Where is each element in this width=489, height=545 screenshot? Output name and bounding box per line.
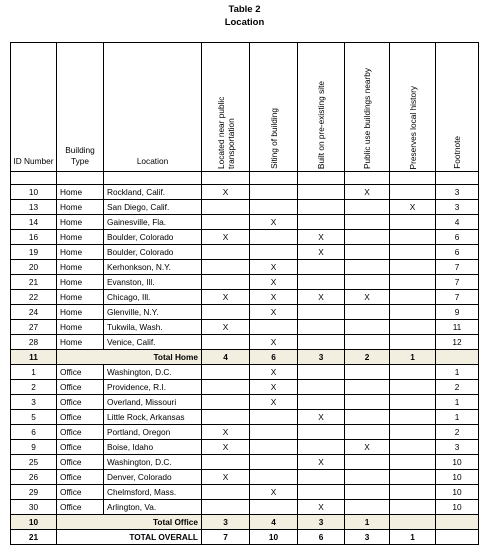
cell-footnote: 11 bbox=[436, 320, 479, 335]
cell-public-transportation: X bbox=[202, 425, 250, 440]
cell-id: 21 bbox=[11, 530, 57, 545]
cell-public-use-buildings bbox=[345, 230, 390, 245]
cell-location: Boulder, Colorado bbox=[104, 230, 202, 245]
cell-id: 27 bbox=[11, 320, 57, 335]
cell-pre-existing-site: 3 bbox=[298, 350, 345, 365]
cell-footnote: 7 bbox=[436, 290, 479, 305]
cell-id: 6 bbox=[11, 425, 57, 440]
cell-location: Rockland, Calif. bbox=[104, 185, 202, 200]
cell-siting bbox=[250, 185, 298, 200]
cell-public-transportation: 3 bbox=[202, 515, 250, 530]
cell-public-use-buildings bbox=[345, 410, 390, 425]
cell-siting bbox=[250, 470, 298, 485]
cell-siting: X bbox=[250, 335, 298, 350]
cell-public-transportation bbox=[202, 245, 250, 260]
cell-footnote: 7 bbox=[436, 275, 479, 290]
cell-building-type: Home bbox=[57, 185, 104, 200]
cell-building-type: Office bbox=[57, 470, 104, 485]
cell-footnote: 1 bbox=[436, 410, 479, 425]
cell-siting bbox=[250, 410, 298, 425]
cell-public-use-buildings: X bbox=[345, 290, 390, 305]
table-title: Table 2 bbox=[228, 4, 261, 15]
cell-pre-existing-site bbox=[298, 485, 345, 500]
cell-id: 29 bbox=[11, 485, 57, 500]
table-row bbox=[11, 200, 479, 215]
cell-siting: X bbox=[250, 380, 298, 395]
cell-siting bbox=[250, 320, 298, 335]
cell-location: Chicago, Ill. bbox=[104, 290, 202, 305]
cell-id: 11 bbox=[11, 350, 57, 365]
header-row bbox=[11, 43, 479, 172]
header-footnote: Footnote bbox=[436, 43, 479, 172]
cell-public-transportation: 4 bbox=[202, 350, 250, 365]
table-row bbox=[11, 500, 479, 515]
cell-id: 1 bbox=[11, 365, 57, 380]
cell-local-history: 1 bbox=[390, 350, 436, 365]
cell-public-transportation: X bbox=[202, 290, 250, 305]
cell-local-history bbox=[390, 470, 436, 485]
cell-building-type: Home bbox=[57, 230, 104, 245]
cell-building-type: Home bbox=[57, 305, 104, 320]
cell-public-use-buildings: 3 bbox=[345, 530, 390, 545]
cell-footnote: 7 bbox=[436, 260, 479, 275]
cell-local-history bbox=[390, 320, 436, 335]
cell-siting: X bbox=[250, 215, 298, 230]
cell-public-transportation bbox=[202, 395, 250, 410]
cell-pre-existing-site: X bbox=[298, 500, 345, 515]
cell-pre-existing-site: X bbox=[298, 230, 345, 245]
cell-footnote: 6 bbox=[436, 230, 479, 245]
cell-public-transportation: X bbox=[202, 320, 250, 335]
header-location: Location bbox=[104, 43, 202, 172]
cell-location: Gainesville, Fla. bbox=[104, 215, 202, 230]
cell-location: Washington, D.C. bbox=[104, 365, 202, 380]
cell-building-type: Office bbox=[57, 455, 104, 470]
table-row bbox=[11, 185, 479, 200]
cell-siting: X bbox=[250, 290, 298, 305]
cell-footnote: 6 bbox=[436, 245, 479, 260]
table-row bbox=[11, 215, 479, 230]
table-subtitle: Location bbox=[224, 17, 265, 28]
cell-siting: X bbox=[250, 485, 298, 500]
cell-siting bbox=[250, 200, 298, 215]
cell-footnote: 10 bbox=[436, 500, 479, 515]
cell-location: Evanston, Ill. bbox=[104, 275, 202, 290]
cell-building-type: Office bbox=[57, 485, 104, 500]
cell-public-use-buildings: X bbox=[345, 440, 390, 455]
cell-id: 3 bbox=[11, 395, 57, 410]
cell-id: 5 bbox=[11, 410, 57, 425]
cell-building-type: Office bbox=[57, 440, 104, 455]
cell-building-type: Office bbox=[57, 500, 104, 515]
cell-siting bbox=[250, 245, 298, 260]
cell-local-history bbox=[390, 455, 436, 470]
table-row bbox=[11, 245, 479, 260]
cell-id: 20 bbox=[11, 260, 57, 275]
subtotal-row bbox=[11, 350, 479, 365]
cell-location: Portland, Oregon bbox=[104, 425, 202, 440]
cell-siting: X bbox=[250, 365, 298, 380]
cell-pre-existing-site bbox=[298, 320, 345, 335]
cell-public-transportation bbox=[202, 305, 250, 320]
cell-public-transportation bbox=[202, 200, 250, 215]
cell-id: 14 bbox=[11, 215, 57, 230]
cell-footnote: 2 bbox=[436, 380, 479, 395]
cell-location: Overland, Missouri bbox=[104, 395, 202, 410]
cell-public-use-buildings: 2 bbox=[345, 350, 390, 365]
cell-location: Providence, R.I. bbox=[104, 380, 202, 395]
table-body bbox=[11, 172, 479, 545]
cell-footnote: 9 bbox=[436, 305, 479, 320]
subtotal-row bbox=[11, 515, 479, 530]
cell-public-transportation bbox=[202, 215, 250, 230]
cell-siting: 10 bbox=[250, 530, 298, 545]
table-row bbox=[11, 380, 479, 395]
cell-footnote: 10 bbox=[436, 485, 479, 500]
cell-public-use-buildings bbox=[345, 200, 390, 215]
cell-building-type: Home bbox=[57, 260, 104, 275]
cell-building-type: Office bbox=[57, 395, 104, 410]
table-row bbox=[11, 470, 479, 485]
cell-local-history bbox=[390, 230, 436, 245]
cell-local-history bbox=[390, 515, 436, 530]
cell-id: 22 bbox=[11, 290, 57, 305]
cell-public-transportation bbox=[202, 500, 250, 515]
cell-public-transportation bbox=[202, 260, 250, 275]
cell-siting bbox=[250, 455, 298, 470]
cell-pre-existing-site: X bbox=[298, 455, 345, 470]
cell-local-history bbox=[390, 185, 436, 200]
cell-local-history bbox=[390, 395, 436, 410]
cell-building-type: Office bbox=[57, 365, 104, 380]
cell-location: Glenville, N.Y. bbox=[104, 305, 202, 320]
cell-id: 10 bbox=[11, 515, 57, 530]
cell-pre-existing-site bbox=[298, 380, 345, 395]
cell-siting bbox=[250, 230, 298, 245]
cell-siting bbox=[250, 440, 298, 455]
cell-id: 16 bbox=[11, 230, 57, 245]
table-row bbox=[11, 425, 479, 440]
cell-id: 25 bbox=[11, 455, 57, 470]
header-public-use-buildings: Public use buildings nearby bbox=[345, 43, 390, 172]
cell-footnote: 10 bbox=[436, 470, 479, 485]
cell-building-type: Home bbox=[57, 335, 104, 350]
cell-public-use-buildings bbox=[345, 455, 390, 470]
cell-pre-existing-site bbox=[298, 200, 345, 215]
cell-public-transportation: 7 bbox=[202, 530, 250, 545]
cell-id: 13 bbox=[11, 200, 57, 215]
cell-public-use-buildings bbox=[345, 320, 390, 335]
cell-siting: X bbox=[250, 260, 298, 275]
cell-pre-existing-site: X bbox=[298, 410, 345, 425]
cell-public-use-buildings bbox=[345, 425, 390, 440]
cell-id: 30 bbox=[11, 500, 57, 515]
cell-total-label: TOTAL OVERALL bbox=[57, 530, 202, 545]
cell-pre-existing-site bbox=[298, 335, 345, 350]
cell-building-type: Office bbox=[57, 380, 104, 395]
cell-footnote bbox=[436, 515, 479, 530]
cell-location: Little Rock, Arkansas bbox=[104, 410, 202, 425]
table-row bbox=[11, 485, 479, 500]
cell-siting: X bbox=[250, 305, 298, 320]
cell-id: 26 bbox=[11, 470, 57, 485]
cell-public-transportation: X bbox=[202, 470, 250, 485]
cell-location: Tukwila, Wash. bbox=[104, 320, 202, 335]
cell-pre-existing-site bbox=[298, 440, 345, 455]
cell-local-history bbox=[390, 365, 436, 380]
location-table bbox=[10, 42, 479, 545]
cell-public-use-buildings bbox=[345, 215, 390, 230]
cell-id: 21 bbox=[11, 275, 57, 290]
cell-pre-existing-site bbox=[298, 425, 345, 440]
cell-total-label: Total Home bbox=[57, 350, 202, 365]
cell-public-use-buildings bbox=[345, 380, 390, 395]
cell-footnote: 3 bbox=[436, 440, 479, 455]
cell-public-transportation bbox=[202, 380, 250, 395]
cell-local-history bbox=[390, 485, 436, 500]
overall-total-row bbox=[11, 530, 479, 545]
cell-public-use-buildings bbox=[345, 335, 390, 350]
cell-building-type: Home bbox=[57, 215, 104, 230]
cell-building-type: Office bbox=[57, 410, 104, 425]
header-building-type: Building Type bbox=[57, 43, 104, 172]
cell-public-transportation bbox=[202, 275, 250, 290]
table-row bbox=[11, 305, 479, 320]
cell-pre-existing-site bbox=[298, 470, 345, 485]
cell-footnote: 2 bbox=[436, 425, 479, 440]
table-row bbox=[11, 290, 479, 305]
header-id: ID Number bbox=[11, 43, 57, 172]
table-row bbox=[11, 275, 479, 290]
cell-public-use-buildings bbox=[345, 260, 390, 275]
cell-pre-existing-site: X bbox=[298, 245, 345, 260]
cell-local-history bbox=[390, 290, 436, 305]
cell-public-transportation bbox=[202, 335, 250, 350]
cell-building-type: Home bbox=[57, 245, 104, 260]
cell-siting: 4 bbox=[250, 515, 298, 530]
cell-location: Boise, Idaho bbox=[104, 440, 202, 455]
cell-id: 28 bbox=[11, 335, 57, 350]
cell-building-type: Home bbox=[57, 275, 104, 290]
cell-location: Boulder, Colorado bbox=[104, 245, 202, 260]
cell-siting: 6 bbox=[250, 350, 298, 365]
cell-pre-existing-site: 6 bbox=[298, 530, 345, 545]
cell-building-type: Home bbox=[57, 200, 104, 215]
cell-public-use-buildings bbox=[345, 275, 390, 290]
cell-footnote: 1 bbox=[436, 395, 479, 410]
cell-id: 2 bbox=[11, 380, 57, 395]
cell-pre-existing-site bbox=[298, 260, 345, 275]
cell-pre-existing-site bbox=[298, 185, 345, 200]
cell-local-history bbox=[390, 260, 436, 275]
cell-id: 9 bbox=[11, 440, 57, 455]
cell-siting: X bbox=[250, 275, 298, 290]
cell-public-use-buildings: 1 bbox=[345, 515, 390, 530]
cell-local-history bbox=[390, 245, 436, 260]
cell-id: 19 bbox=[11, 245, 57, 260]
cell-public-transportation: X bbox=[202, 185, 250, 200]
cell-footnote: 1 bbox=[436, 365, 479, 380]
cell-building-type: Office bbox=[57, 425, 104, 440]
header-siting: Siting of building bbox=[250, 43, 298, 172]
table-row bbox=[11, 440, 479, 455]
cell-footnote: 4 bbox=[436, 215, 479, 230]
cell-location: Chelmsford, Mass. bbox=[104, 485, 202, 500]
cell-footnote: 10 bbox=[436, 455, 479, 470]
cell-pre-existing-site bbox=[298, 275, 345, 290]
cell-local-history bbox=[390, 440, 436, 455]
cell-local-history bbox=[390, 215, 436, 230]
cell-location: Venice, Calif. bbox=[104, 335, 202, 350]
cell-local-history bbox=[390, 425, 436, 440]
cell-pre-existing-site: 3 bbox=[298, 515, 345, 530]
cell-local-history bbox=[390, 380, 436, 395]
cell-footnote bbox=[436, 350, 479, 365]
cell-local-history bbox=[390, 275, 436, 290]
cell-pre-existing-site bbox=[298, 365, 345, 380]
cell-local-history bbox=[390, 500, 436, 515]
header-local-history: Preserves local history bbox=[390, 43, 436, 172]
cell-building-type: Home bbox=[57, 320, 104, 335]
cell-local-history bbox=[390, 335, 436, 350]
cell-pre-existing-site bbox=[298, 215, 345, 230]
cell-footnote: 12 bbox=[436, 335, 479, 350]
cell-siting: X bbox=[250, 395, 298, 410]
cell-public-use-buildings bbox=[345, 305, 390, 320]
cell-public-transportation: X bbox=[202, 440, 250, 455]
cell-location: Washington, D.C. bbox=[104, 455, 202, 470]
header-pre-existing-site: Built on pre-existing site bbox=[298, 43, 345, 172]
cell-pre-existing-site: X bbox=[298, 290, 345, 305]
spacer-row bbox=[11, 172, 479, 185]
cell-public-use-buildings: X bbox=[345, 185, 390, 200]
table-row bbox=[11, 335, 479, 350]
cell-footnote: 3 bbox=[436, 185, 479, 200]
cell-footnote: 3 bbox=[436, 200, 479, 215]
cell-location: Kerhonkson, N.Y. bbox=[104, 260, 202, 275]
cell-public-use-buildings bbox=[345, 365, 390, 380]
table-row bbox=[11, 395, 479, 410]
table-row bbox=[11, 365, 479, 380]
cell-footnote bbox=[436, 530, 479, 545]
cell-local-history bbox=[390, 305, 436, 320]
table-row bbox=[11, 230, 479, 245]
cell-pre-existing-site bbox=[298, 395, 345, 410]
cell-building-type: Home bbox=[57, 290, 104, 305]
cell-location: Denver, Colorado bbox=[104, 470, 202, 485]
cell-public-transportation bbox=[202, 365, 250, 380]
cell-public-use-buildings bbox=[345, 470, 390, 485]
cell-public-use-buildings bbox=[345, 485, 390, 500]
cell-public-use-buildings bbox=[345, 500, 390, 515]
cell-siting bbox=[250, 500, 298, 515]
header-public-transportation: Located near public transportation bbox=[202, 43, 250, 172]
cell-siting bbox=[250, 425, 298, 440]
table-row bbox=[11, 410, 479, 425]
cell-total-label: Total Office bbox=[57, 515, 202, 530]
table-row bbox=[11, 455, 479, 470]
cell-local-history: 1 bbox=[390, 530, 436, 545]
cell-pre-existing-site bbox=[298, 305, 345, 320]
cell-public-transportation: X bbox=[202, 230, 250, 245]
cell-location: Arlington, Va. bbox=[104, 500, 202, 515]
cell-public-use-buildings bbox=[345, 395, 390, 410]
cell-public-transportation bbox=[202, 455, 250, 470]
cell-public-use-buildings bbox=[345, 245, 390, 260]
cell-public-transportation bbox=[202, 410, 250, 425]
table-row bbox=[11, 260, 479, 275]
cell-location: San Diego, Calif. bbox=[104, 200, 202, 215]
cell-local-history: X bbox=[390, 200, 436, 215]
cell-local-history bbox=[390, 410, 436, 425]
cell-id: 24 bbox=[11, 305, 57, 320]
cell-id: 10 bbox=[11, 185, 57, 200]
cell-public-transportation bbox=[202, 485, 250, 500]
table-row bbox=[11, 320, 479, 335]
